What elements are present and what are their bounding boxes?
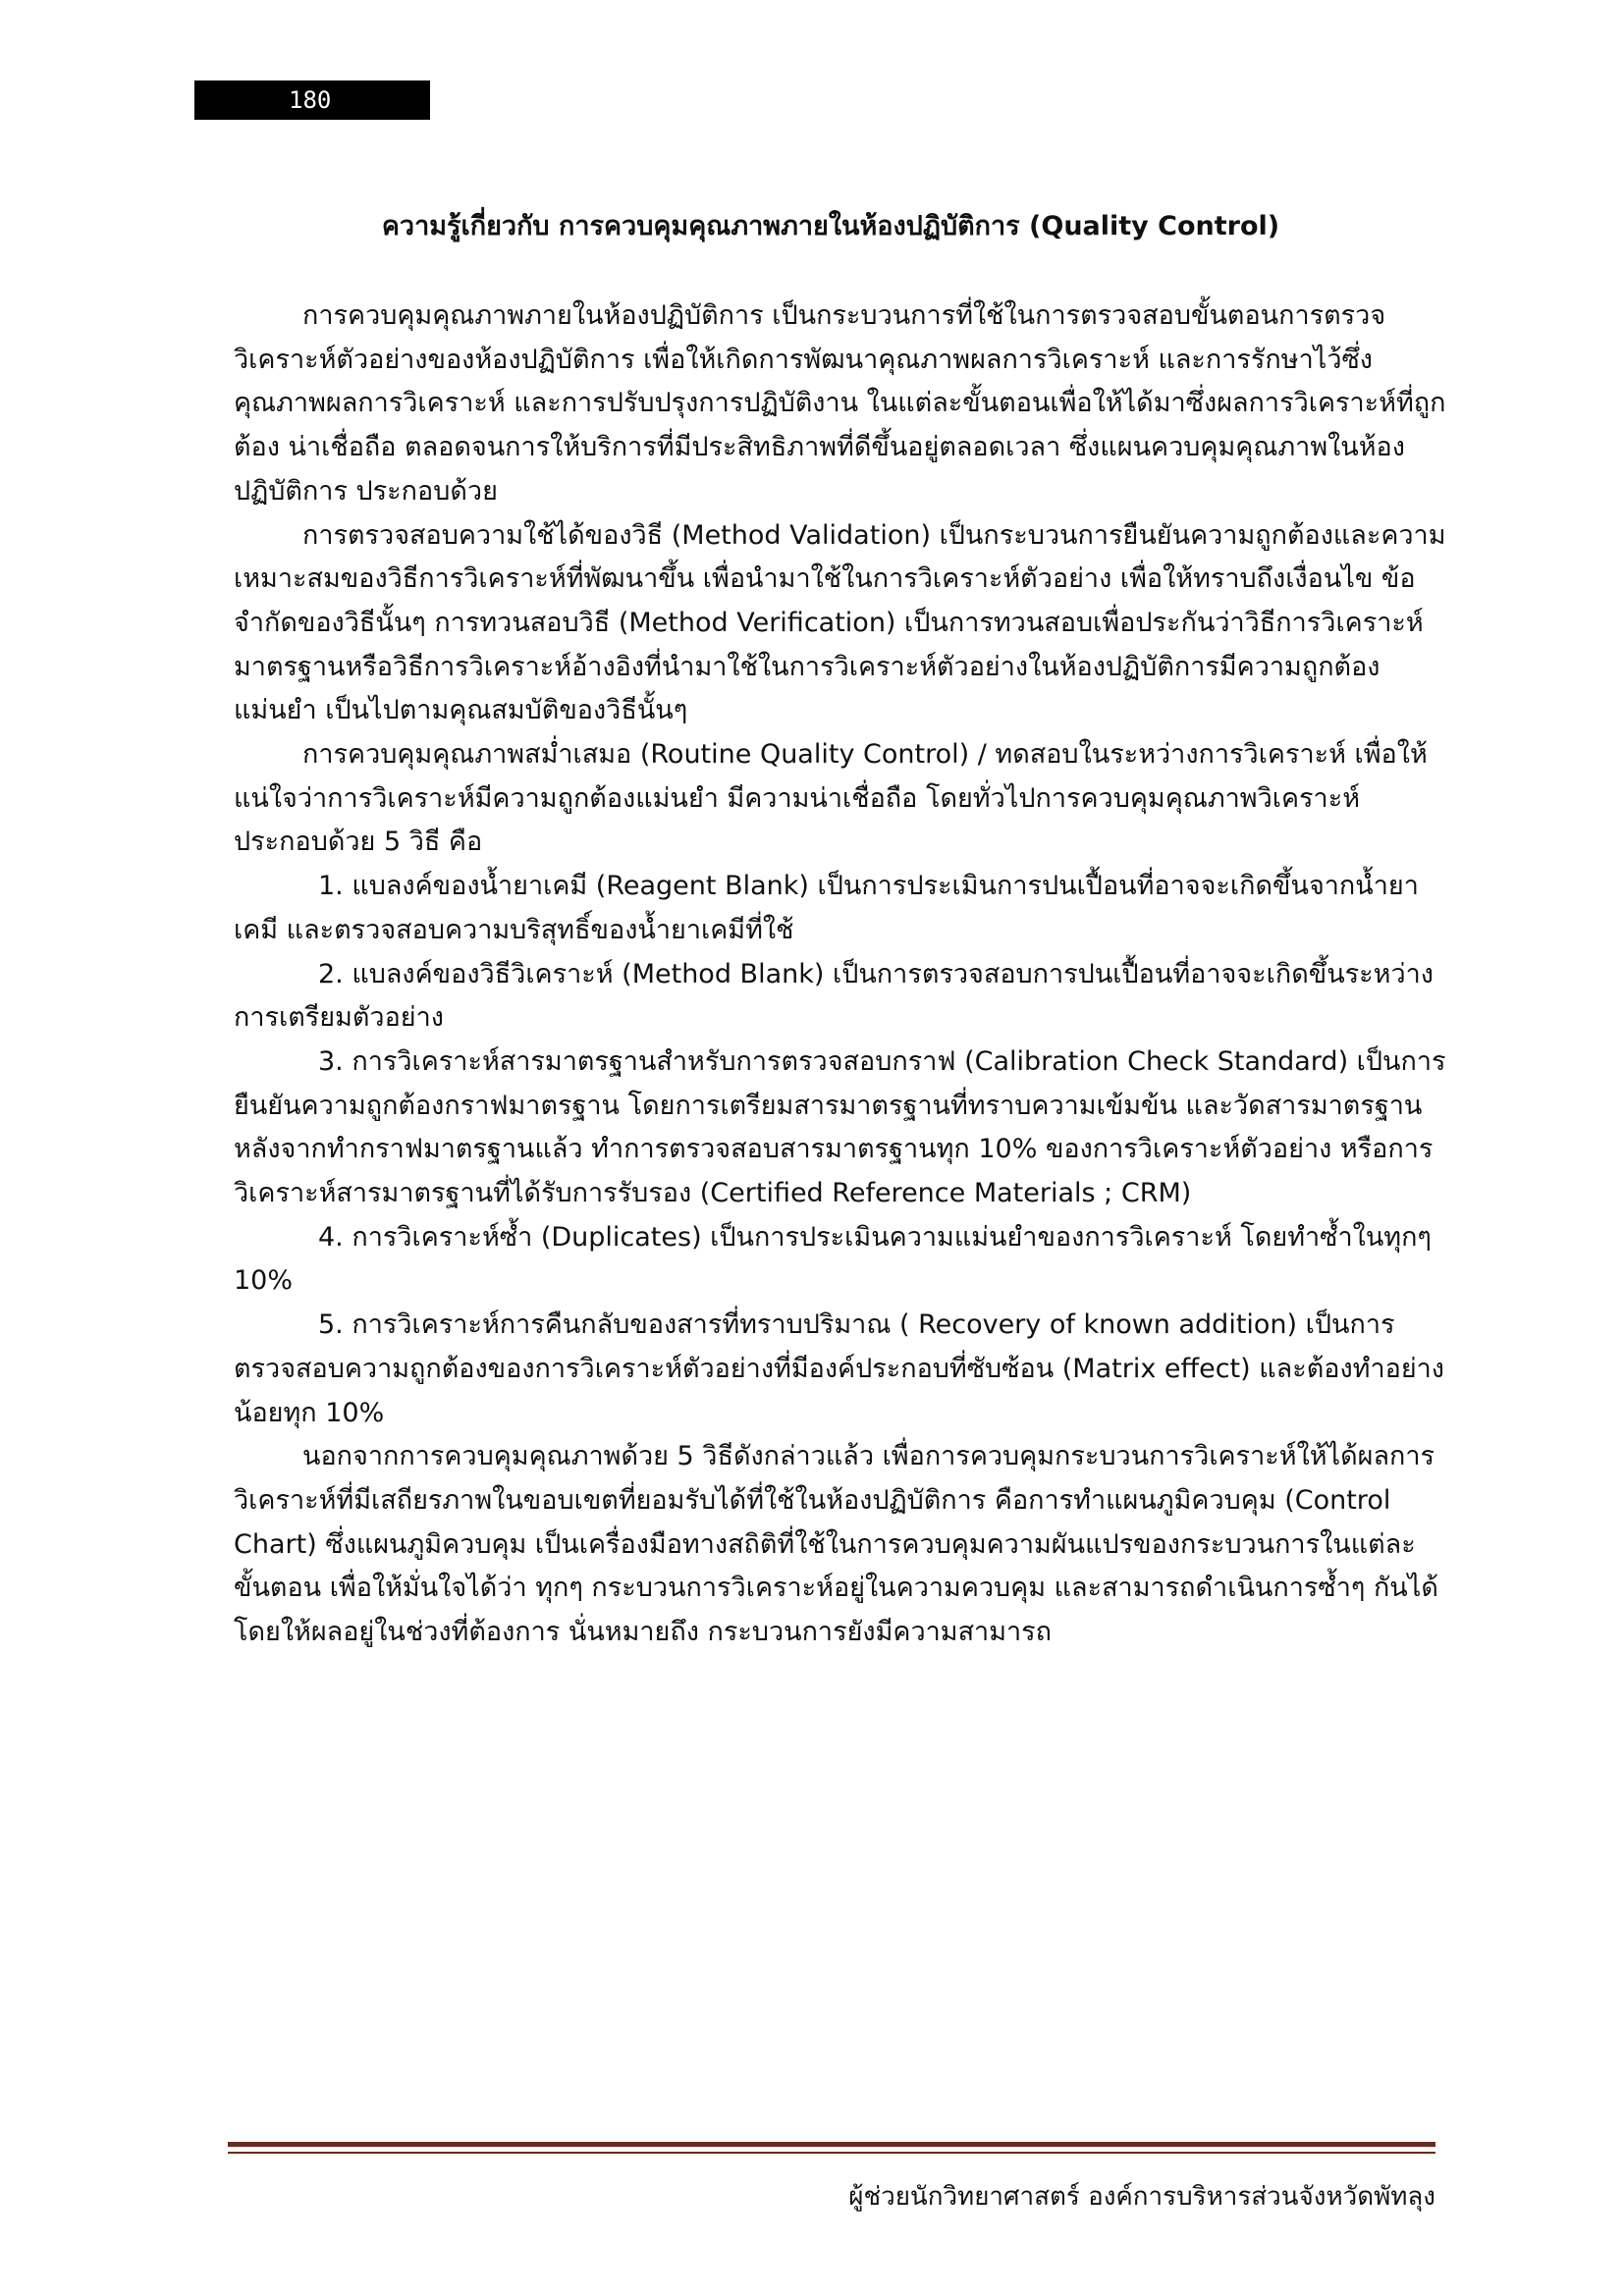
list-item-method-blank: 2. แบลงค์ของวิธีวิเคราะห์ (Method Blank) เป็นการตรวจสอบการปนเปื้อนที่อาจจะเกิดขึ้นระหว่างการเตรียมตัวอย่าง [234, 958, 1434, 1034]
footer-organization: ผู้ช่วยนักวิทยาศาสตร์ องค์การบริหารส่วนจังหวัดพัทลุง [848, 2182, 1435, 2212]
page-number: 180 [194, 80, 430, 120]
paragraph-method-validation: การตรวจสอบความใช้ได้ของวิธี (Method Validation) เป็นกระบวนการยืนยันความถูกต้องและความเหมาะสมของวิธีการวิเคราะห์ที่พัฒนาขึ้น เพื่อนำมาใช้ในการวิเคราะห์ตัวอย่าง เพื่อให้ทราบถึงเงื่อนไข ข้อจำกัดของวิธีนั้นๆ การทวนสอบวิธี (Method Verification) เป็นการทวนสอบเพื่อประกันว่าวิธีการวิเคราะห์มาตรฐานหรือวิธีการวิเคราะห์อ้างอิงที่นำมาใช้ในการวิเคราะห์ตัวอย่างในห้องปฏิบัติการมีความถูกต้องแม่นยำ เป็นไปตามคุณสมบัติของวิธีนั้นๆ [234, 519, 1446, 726]
paragraph-intro: การควบคุมคุณภาพภายในห้องปฏิบัติการ เป็นกระบวนการที่ใช้ในการตรวจสอบขั้นตอนการตรวจวิเคราะห์ตัวอย่างของห้องปฏิบัติการ เพื่อให้เกิดการพัฒนาคุณภาพผลการวิเคราะห์ และการรักษาไว้ซึ่งคุณภาพผลการวิเคราะห์ และการปรับปรุงการปฏิบัติงาน ในแต่ละขั้นตอนเพื่อให้ได้มาซึ่งผลการวิเคราะห์ที่ถูกต้อง น่าเชื่อถือ ตลอดจนการให้บริการที่มีประสิทธิภาพที่ดีขึ้นอยู่ตลอดเวลา ซึ่งแผนควบคุมคุณภาพในห้องปฏิบัติการ ประกอบด้วย [234, 300, 1446, 507]
body-text [234, 294, 1451, 1655]
paragraph-routine-qc: การควบคุมคุณภาพสม่ำเสมอ (Routine Quality Control) / ทดสอบในระหว่างการวิเคราะห์ เพื่อให้แน่ใจว่าการวิเคราะห์มีความถูกต้องแม่นยำ มีความน่าเชื่อถือ โดยทั่วไปการควบคุมคุณภาพวิเคราะห์ประกอบด้วย 5 วิธี คือ [234, 739, 1428, 858]
page-title: ความรู้เกี่ยวกับ การควบคุมคุณภาพภายในห้องปฏิบัติการ (Quality Control) [381, 211, 1280, 241]
list-item-reagent-blank: 1. แบลงค์ของน้ำยาเคมี (Reagent Blank) เป็นการประเมินการปนเปื้อนที่อาจจะเกิดขึ้นจากน้ำยาเคมี และตรวจสอบความบริสุทธิ์ของน้ำยาเคมีที่ใช้ [234, 871, 1419, 945]
list-item-recovery: 5. การวิเคราะห์การคืนกลับของสารที่ทราบปริมาณ ( Recovery of known addition) เป็นการตรวจสอบความถูกต้องของการวิเคราะห์ตัวอย่างที่มีองค์ประกอบที่ซับซ้อน (Matrix effect) และต้องทำอย่างน้อยทุก 10% [234, 1309, 1444, 1428]
footer-divider-thin [228, 2152, 1435, 2154]
list-item-duplicates: 4. การวิเคราะห์ซ้ำ (Duplicates) เป็นการประเมินความแม่นยำของการวิเคราะห์ โดยทำซ้ำในทุกๆ 10% [234, 1221, 1432, 1297]
footer-divider [228, 2142, 1435, 2147]
paragraph-control-chart: นอกจากการควบคุมคุณภาพด้วย 5 วิธีดังกล่าวแล้ว เพื่อการควบคุมกระบวนการวิเคราะห์ให้ได้ผลการวิเคราะห์ที่มีเสถียรภาพในขอบเขตที่ยอมรับได้ที่ใช้ในห้องปฏิบัติการ คือการทำแผนภูมิควบคุม (Control Chart) ซึ่งแผนภูมิควบคุม เป็นเครื่องมือทางสถิติที่ใช้ในการควบคุมความผันแปรของกระบวนการในแต่ละขั้นตอน เพื่อให้มั่นใจได้ว่า ทุกๆ กระบวนการวิเคราะห์อยู่ในความควบคุม และสามารถดำเนินการซ้ำๆ กันได้โดยให้ผลอยู่ในช่วงที่ต้องการ นั่นหมายถึง กระบวนการยังมีความสามารถ [234, 1441, 1438, 1648]
list-item-calibration-check: 3. การวิเคราะห์สารมาตรฐานสำหรับการตรวจสอบกราฟ (Calibration Check Standard) เป็นการยืนยันความถูกต้องกราฟมาตรฐาน โดยการเตรียมสารมาตรฐานที่ทราบความเข้มข้น และวัดสารมาตรฐานหลังจากทำกราฟมาตรฐานแล้ว ทำการตรวจสอบสารมาตรฐานทุก 10% ของการวิเคราะห์ตัวอย่าง หรือการวิเคราะห์สารมาตรฐานที่ได้รับการรับรอง (Certified Reference Materials ; CRM) [234, 1045, 1446, 1209]
